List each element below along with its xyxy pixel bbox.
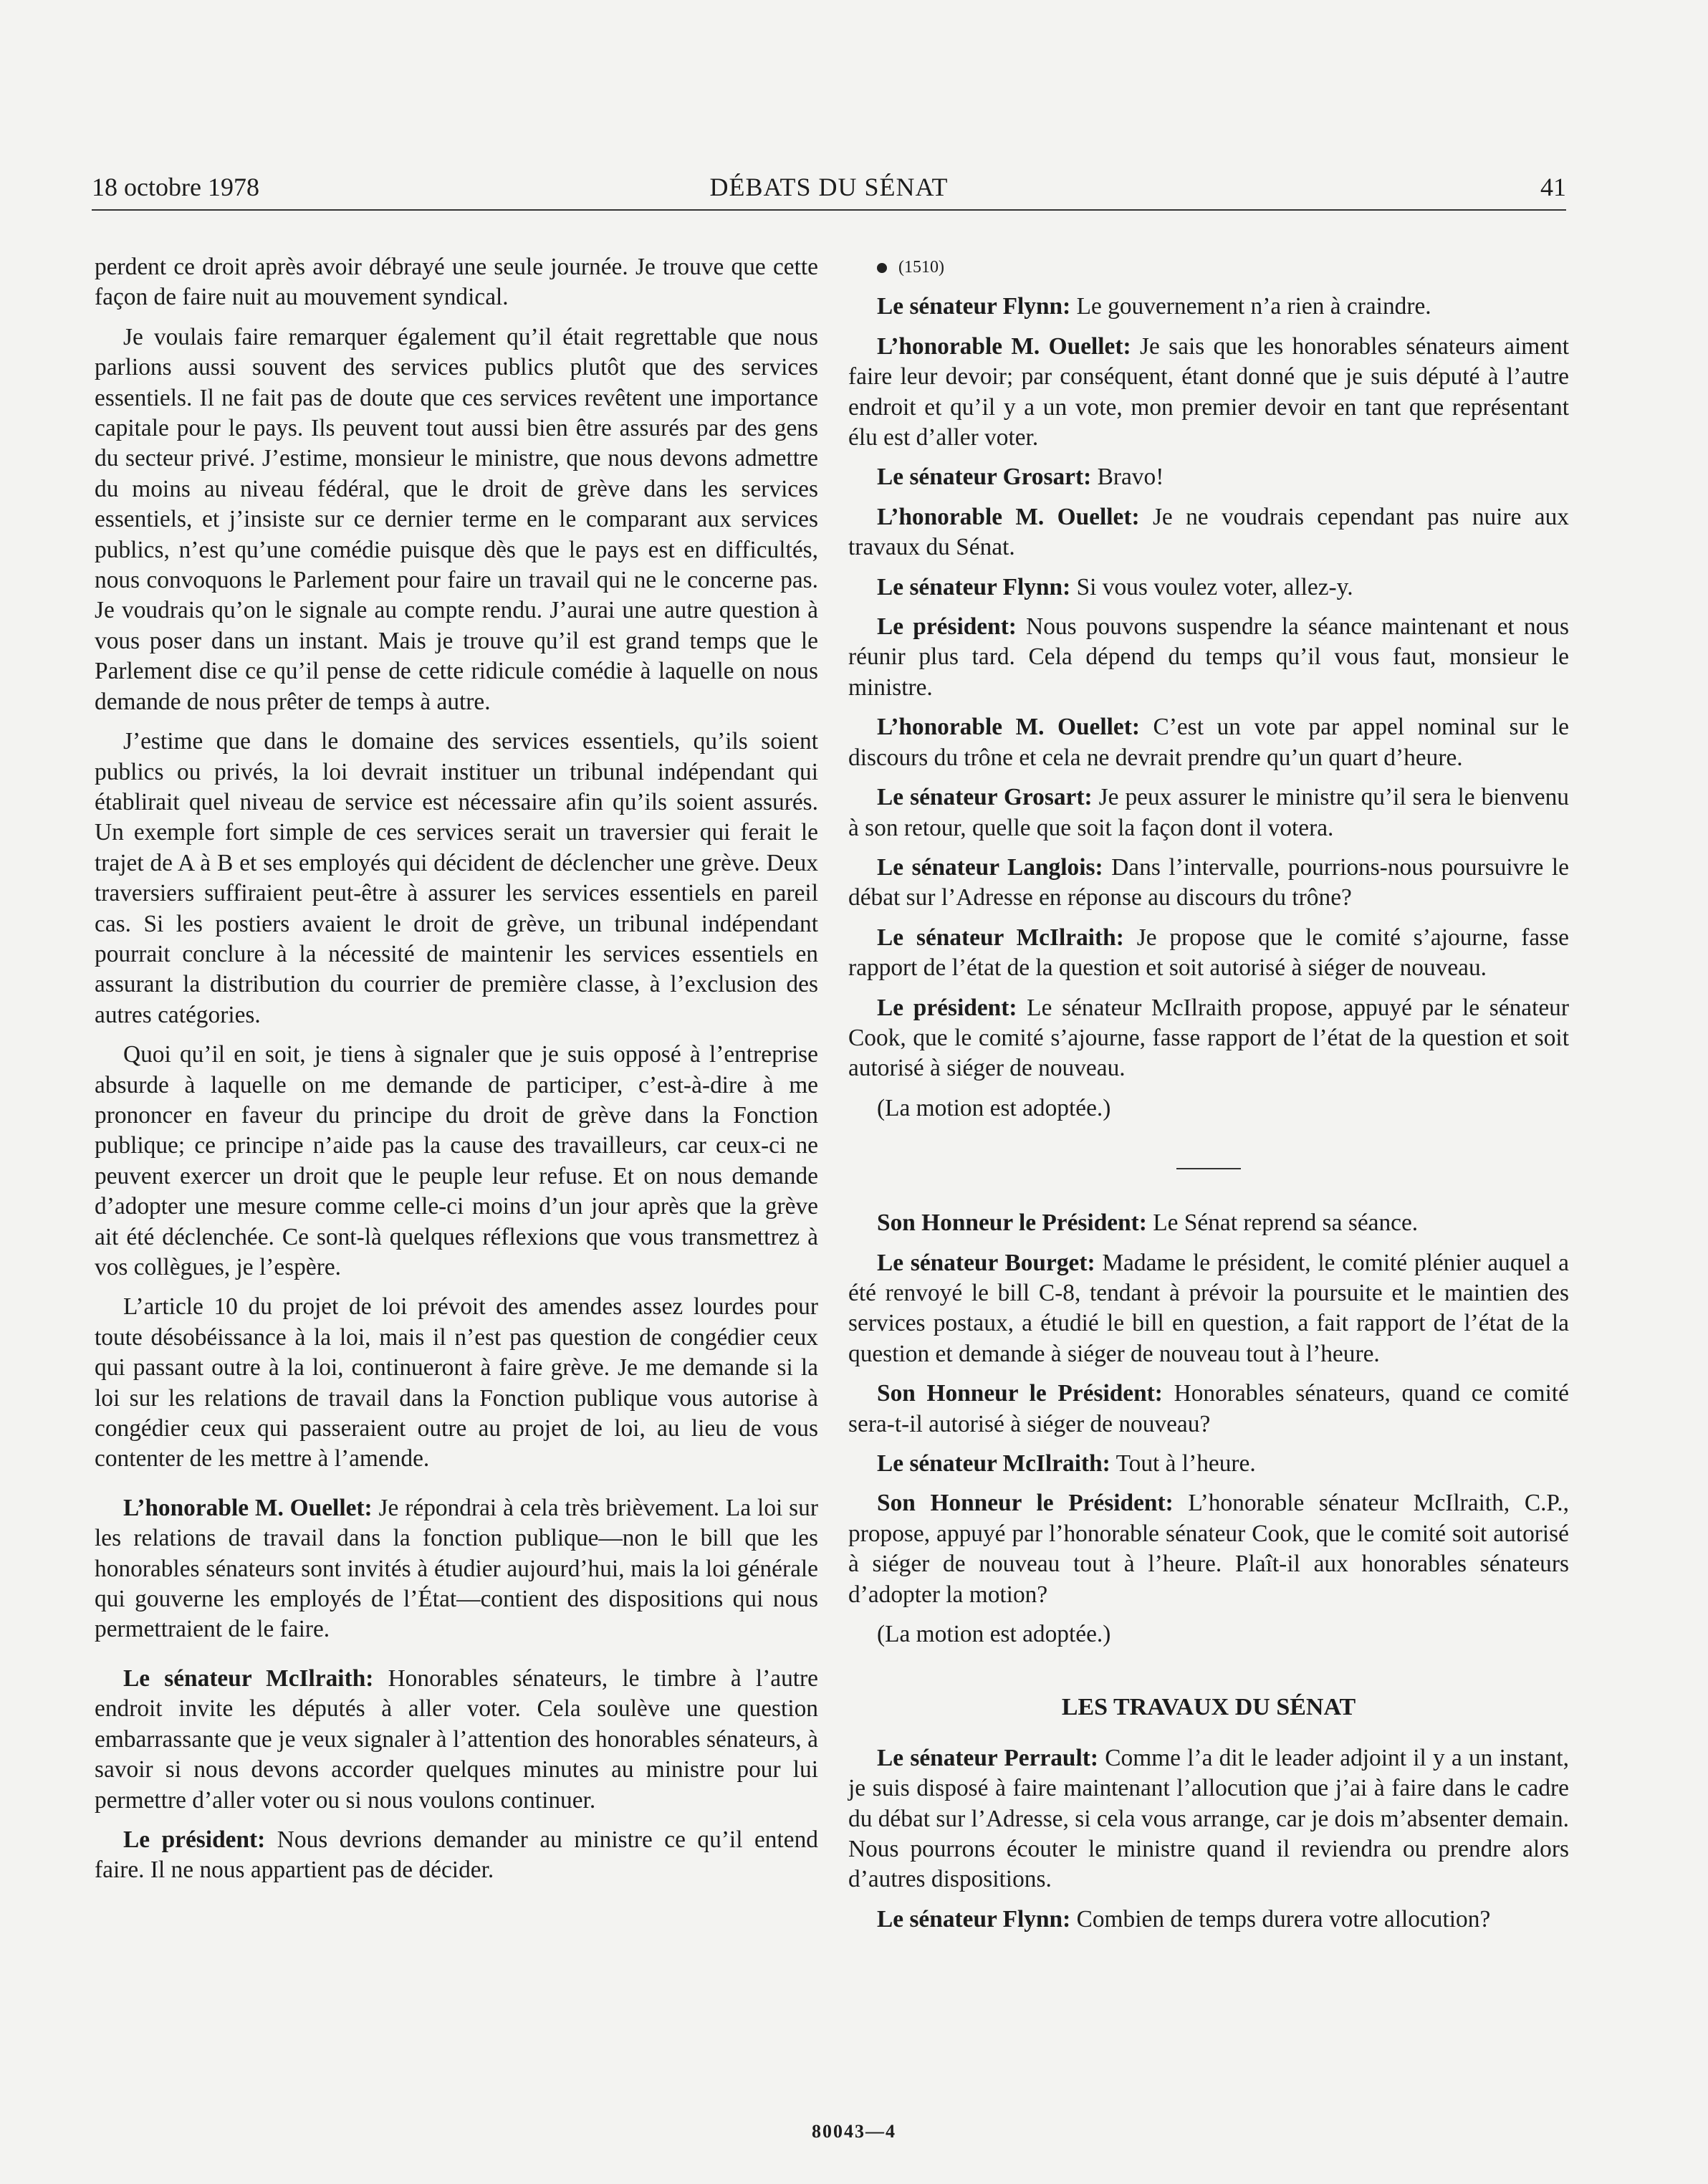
speaker-name: Son Honneur le Président: [877, 1210, 1147, 1237]
header-date: 18 octobre 1978 [92, 173, 259, 201]
speech-paragraph: Le sénateur McIlraith: Honorables sénateurs, le timbre à l’autre endroit invite les députés à aller voter. Cela soulève une question embarrassante que je veux signaler à l’attention des honorables sénateurs, à savoir si nous devons accorder quelques minutes au ministre pour lui permettre d’aller voter ou si nous voulons continuer. [95, 1665, 818, 1814]
time-marker: (1510) [848, 252, 1569, 282]
speaker-name: L’honorable M. Ouellet: [123, 1494, 373, 1521]
left-column [95, 252, 818, 1895]
bullet-icon [877, 263, 887, 273]
speech-paragraph: L’honorable M. Ouellet: C’est un vote par appel nominal sur le discours du trône et cela ne devrait prendre qu’un quart d’heure. [848, 714, 1569, 771]
speaker-name: Le sénateur McIlraith: [877, 924, 1124, 951]
speaker-name: Le sénateur Langlois: [877, 853, 1103, 881]
paragraph: perdent ce droit après avoir débrayé une seule journée. Je trouve que cette façon de faire nuit au mouvement syndical. [95, 254, 818, 311]
speaker-name: Le sénateur McIlraith: [123, 1665, 374, 1692]
speech-paragraph: Le sénateur Perrault: Comme l’a dit le leader adjoint il y a un instant, je suis disposé à faire maintenant l’allocution que j’ai à faire dans le cadre du débat sur l’Adresse, si cela vous arrange, car je dois m’absenter demain. Nous pourrons écouter le ministre quand il reviendra ou prendre alors d’autres dispositions. [848, 1744, 1570, 1893]
speaker-name: Le sénateur Flynn: [877, 573, 1071, 600]
speech-paragraph: Le président: Le sénateur McIlraith propose, appuyé par le sénateur Cook, que le comité s’ajourne, fasse rapport de l’état de la question et soit autorisé à siéger de nouveau. [848, 994, 1570, 1082]
speech-paragraph: Le sénateur Grosart: Bravo! [877, 464, 1164, 491]
right-column [848, 252, 1569, 1944]
speech-paragraph: Le sénateur Langlois: Dans l’intervalle, pourrions-nous poursuivre le débat sur l’Adresse en réponse au discours du trône? [848, 853, 1569, 911]
speech-paragraph: Le sénateur Grosart: Je peux assurer le ministre qu’il sera le bienvenu à son retour, quelle que soit la façon dont il votera. [848, 784, 1569, 841]
speaker-name: Le sénateur Perrault: [877, 1744, 1099, 1771]
speech-paragraph: Le président: Nous pouvons suspendre la séance maintenant et nous réunir plus tard. Cela dépend du temps qu’il vous faut, monsieur le ministre. [848, 613, 1569, 701]
speaker-name: Le président: [877, 613, 1017, 641]
section-divider [1176, 1168, 1241, 1169]
page-header [92, 169, 1566, 211]
speaker-name: Le président: [877, 994, 1017, 1021]
speech-paragraph: Son Honneur le Président: L’honorable sénateur McIlraith, C.P., propose, appuyé par l’honorable sénateur Cook, que le comité soit autorisé à siéger de nouveau tout à l’heure. Plaît-il aux honorables sénateurs d’adopter la motion? [848, 1490, 1569, 1608]
speech-paragraph: Son Honneur le Président: Le Sénat reprend sa séance. [877, 1210, 1419, 1237]
speaker-name: Le sénateur Grosart: [877, 784, 1093, 811]
speech-paragraph: L’honorable M. Ouellet: Je sais que les honorables sénateurs aiment faire leur devoir; par conséquent, étant donné que je suis député à l’autre endroit et qu’il y a un vote, mon premier devoir en tant que représentant élu est d’aller voter. [848, 332, 1569, 451]
speech-paragraph: Son Honneur le Président: Honorables sénateurs, quand ce comité sera-t-il autorisé à siéger de nouveau? [848, 1380, 1569, 1437]
paragraph: L’article 10 du projet de loi prévoit des amendes assez lourdes pour toute désobéissance à la loi, mais il n’est pas question de congédier ceux qui passant outre à la loi, continueront à faire grève. Je me demande si la loi sur les relations de travail dans la Fonction publique vous autorise à congédier ceux qui passeraient outre au projet de loi, au lieu de vous contenter de les mettre à l’amende. [95, 1293, 818, 1472]
header-page-number: 41 [1540, 173, 1566, 201]
speech-paragraph: L’honorable M. Ouellet: Je ne voudrais cependant pas nuire aux travaux du Sénat. [848, 503, 1570, 561]
speaker-name: Le sénateur McIlraith: [877, 1450, 1110, 1477]
speaker-name: L’honorable M. Ouellet: [877, 503, 1140, 530]
speech-paragraph: Le sénateur Flynn: Le gouvernement n’a rien à craindre. [877, 293, 1431, 320]
speaker-name: Son Honneur le Président: [877, 1380, 1163, 1407]
speech-paragraph: Le président: Nous devrions demander au ministre ce qu’il entend faire. Il ne nous appartient pas de décider. [95, 1826, 818, 1884]
speaker-name: Son Honneur le Président: [877, 1490, 1174, 1517]
page-footer-code: 80043—4 [812, 2121, 896, 2142]
paragraph: Quoi qu’il en soit, je tiens à signaler que je suis opposé à l’entreprise absurde à laquelle on me demande de participer, c’est-à-dire à me prononcer en faveur du principe du droit de grève dans la Fonction publique; ce principe n’aide pas la cause des travailleurs, car ceux-ci ne peuvent exercer un droit que le peuple leur refuse. Et on nous demande d’adopter une mesure comme celle-ci moins d’un jour après que la grève ait été déclenchée. Ce sont-là quelques réflexions que vous transmettrez à vos collègues, je l’espère. [95, 1041, 818, 1280]
motion-result: (La motion est adoptée.) [877, 1094, 1111, 1121]
speech-paragraph: Le sénateur Flynn: Si vous voulez voter, allez-y. [877, 573, 1353, 600]
section-heading: LES TRAVAUX DU SÉNAT [1061, 1694, 1356, 1721]
paragraph: J’estime que dans le domaine des services essentiels, qu’ils soient publics ou privés, la loi devrait instituer un tribunal indépendant qui établirait quel niveau de service est nécessaire afin qu’ils soient assurés. Un exemple fort simple de ces services serait un traversier qui ferait le trajet de A à B et ses employés qui décident de déclencher une grève. Deux traversiers suffiraient peut-être à assurer les services essentiels en pareil cas. Si les postiers avaient le droit de grève, un tribunal indépendant pourrait conclure à la nécessité de maintenir les services essentiels en assurant la distribution du courrier de première classe, à l’exclusion des autres catégories. [95, 728, 818, 1028]
header-title: DÉBATS DU SÉNAT [709, 173, 949, 201]
speaker-name: Le président: [123, 1826, 266, 1853]
paragraph: Je voulais faire remarquer également qu’il était regrettable que nous parlions aussi souvent des services publics plutôt que des services essentiels. Il ne fait pas de doute que ces services revêtent une importance capitale pour le pays. Ils peuvent tout aussi bien être assurés par des gens du secteur privé. J’estime, monsieur le ministre, que nous devons admettre du moins au niveau fédéral, que le droit de grève dans les services essentiels, et j’insiste sur ce dernier terme en le comparant aux services publics, n’est qu’une comédie puisque dès que le pays est en difficultés, nous convoquons le Parlement pour faire un travail qui ne le concerne pas. Je voudrais qu’on le signale au compte rendu. J’aurai une autre question à vous poser dans un instant. Mais je trouve qu’il est grand temps que le Parlement dise ce qu’il pense de cette ridicule comédie à laquelle on nous demande de nous prêter de temps à autre. [95, 323, 818, 715]
speech-paragraph: Le sénateur Bourget: Madame le président, le comité plénier auquel a été renvoyé le bill C-8, tendant à prévoir la poursuite et le maintien des services postaux, a étudié le bill en question, a fait rapport de l’état de la question et demande à siéger de nouveau tout à l’heure. [848, 1249, 1569, 1367]
speaker-name: Le sénateur Flynn: [877, 1905, 1071, 1932]
speaker-name: Le sénateur Grosart: [877, 464, 1092, 491]
speech-paragraph: Le sénateur McIlraith: Je propose que le comité s’ajourne, fasse rapport de l’état de la question et soit autorisé à siéger de nouveau. [848, 924, 1569, 982]
speaker-name: Le sénateur Flynn: [877, 293, 1071, 320]
motion-result: (La motion est adoptée.) [877, 1621, 1111, 1648]
speech-paragraph: Le sénateur Flynn: Combien de temps durera votre allocution? [877, 1905, 1491, 1932]
speech-paragraph: Le sénateur McIlraith: Tout à l’heure. [877, 1450, 1256, 1477]
speaker-name: L’honorable M. Ouellet: [877, 714, 1140, 741]
speech-paragraph: L’honorable M. Ouellet: Je répondrai à cela très brièvement. La loi sur les relations de travail dans la fonction publique—non le bill que les honorables sénateurs sont invités à étudier aujourd’hui, mais la loi générale qui gouverne les employés de l’État—contient des dispositions qui nous permettraient de le faire. [95, 1494, 818, 1643]
speaker-name: Le sénateur Bourget: [877, 1249, 1095, 1276]
speaker-name: L’honorable M. Ouellet: [877, 332, 1131, 360]
